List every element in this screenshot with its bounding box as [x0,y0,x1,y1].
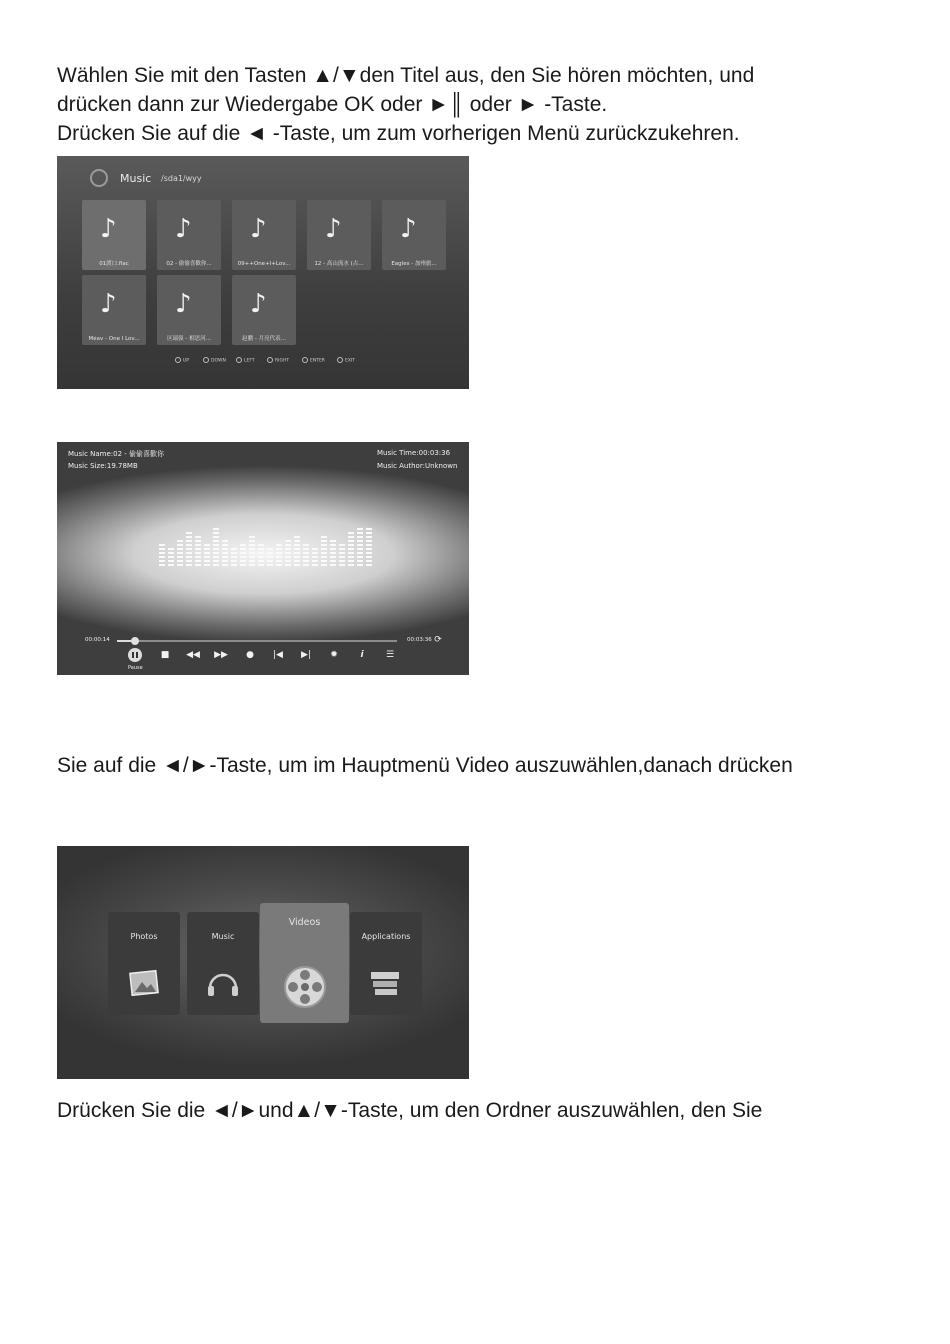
instruction-line: drücken dann zur Wiedergabe OK oder ►║ oder ► -Taste. [57,93,608,116]
right-icon [267,357,273,363]
repeat-one-icon[interactable]: ● [246,650,254,660]
equalizer-bar [231,548,237,568]
music-note-icon: ♪ [325,214,342,244]
music-note-icon: ♪ [250,214,267,244]
main-menu-screenshot [57,846,469,1079]
music-file-name: 01渡口.flac [99,261,129,267]
equalizer-bar [276,544,282,568]
down-icon [203,357,209,363]
menu-item-photos[interactable] [108,912,180,1015]
previous-icon[interactable]: |◀ [273,650,283,660]
music-file-tile[interactable] [157,275,221,345]
music-file-tile[interactable] [232,275,296,345]
music-file-tile[interactable] [307,200,371,270]
music-file-name: 区瑞强 - 相思河... [167,336,211,342]
equalizer-bar [204,544,210,568]
music-file-tile[interactable] [82,275,146,345]
info-icon[interactable]: i [360,650,364,660]
hint-exit: EXIT [337,357,355,364]
equalizer-bar [303,544,309,568]
repeat-mode-icon[interactable]: ⟳ [434,635,442,645]
menu-item-label: Videos [288,917,321,928]
equalizer-bar [294,536,300,568]
music-file-tile[interactable] [157,200,221,270]
music-file-name: 12 - 高山流水 (古... [314,261,364,267]
instruction-line: Drücken Sie auf die ◄ -Taste, um zum vorherigen Menü zurückzukehren. [57,122,740,145]
elapsed-time: 00:00:14 [85,637,110,643]
hint-enter: ENTER [302,357,325,364]
photos-icon [108,966,180,1004]
music-note-icon: ♪ [100,214,117,244]
hint-down: DOWN [203,357,226,364]
equalizer-bar [312,548,318,568]
music-browser-title: Music [120,172,152,185]
equalizer-bar [249,536,255,568]
equalizer-bar [258,544,264,568]
fast-forward-icon[interactable]: ▶▶ [214,650,228,660]
music-file-tile[interactable] [82,200,146,270]
menu-item-videos[interactable] [260,903,349,1023]
equalizer-bar [366,528,372,568]
rewind-icon[interactable]: ◀◀ [186,650,200,660]
music-file-tile[interactable] [382,200,446,270]
music-note-icon: ♪ [100,289,117,319]
music-file-name: Méav - One I Lov... [88,336,140,342]
instruction-line: Wählen Sie mit den Tasten ▲/▼den Titel aus, den Sie hören möchten, und [57,64,755,87]
folder-path: /sda1/wyy [161,174,202,183]
music-note-icon: ♪ [400,214,417,244]
music-file-name: 09++One+I+Lov... [237,261,291,267]
instruction-line: Sie auf die ◄/►-Taste, um im Hauptmenü Video auszuwählen,danach drücken [57,754,793,777]
equalizer-bar [222,540,228,568]
equalizer-bar [330,540,336,568]
total-time: 00:03:36 [407,637,432,643]
headphones-icon [187,964,259,1006]
equalizer-bar [177,540,183,568]
progress-bar[interactable] [117,640,397,642]
enter-icon [302,357,308,363]
music-browser-screenshot [57,156,469,389]
menu-item-applications[interactable] [350,912,422,1015]
film-reel-icon [260,963,349,1015]
hint-right: RIGHT [267,357,289,364]
music-note-icon: ♪ [175,289,192,319]
next-icon[interactable]: ▶| [301,650,311,660]
equalizer-bar [267,548,273,568]
music-file-name: 赵鹏 - 月亮代表... [242,336,286,342]
music-file-name: 02 - 偷偷喜歡你... [166,261,212,267]
equalizer-bar [168,548,174,568]
playlist-icon[interactable]: ☰ [385,650,395,660]
hint-left: LEFT [236,357,255,364]
left-icon [236,357,242,363]
progress-handle[interactable] [131,637,139,645]
equalizer-bar [159,544,165,568]
menu-item-label: Photos [130,932,158,941]
equalizer-bar [240,544,246,568]
equalizer-bar [195,536,201,568]
music-note-icon: ♪ [175,214,192,244]
music-author: Music Author:Unknown [377,462,458,470]
pause-icon[interactable] [128,648,142,662]
settings-icon[interactable]: ✹ [330,650,338,660]
music-file-name: Eagles - 加州旅... [391,261,437,267]
music-time: Music Time:00:03:36 [377,449,451,457]
instruction-line: Drücken Sie die ◄/►und▲/▼-Taste, um den Ordner auszuwählen, den Sie [57,1099,763,1122]
equalizer-bar [285,540,291,568]
hint-up: UP [175,357,189,364]
stop-icon[interactable]: ■ [160,650,170,660]
pause-label: Pause [128,665,143,671]
equalizer-bar [339,544,345,568]
menu-item-label: Music [211,932,235,941]
music-name: Music Name:02 - 偷偷喜歡你 [68,450,165,458]
menu-item-music[interactable] [187,912,259,1015]
music-size: Music Size:19.78MB [68,462,138,470]
music-app-icon [90,169,108,187]
music-player-screenshot [57,442,469,675]
equalizer-bar [348,532,354,568]
equalizer-bar [357,528,363,568]
equalizer-bar [186,532,192,568]
up-icon [175,357,181,363]
equalizer-bar [213,528,219,568]
applications-icon [350,966,422,1004]
music-note-icon: ♪ [250,289,267,319]
music-file-tile[interactable] [232,200,296,270]
equalizer-bar [321,536,327,568]
exit-icon [337,357,343,363]
menu-item-label: Applications [361,932,411,941]
